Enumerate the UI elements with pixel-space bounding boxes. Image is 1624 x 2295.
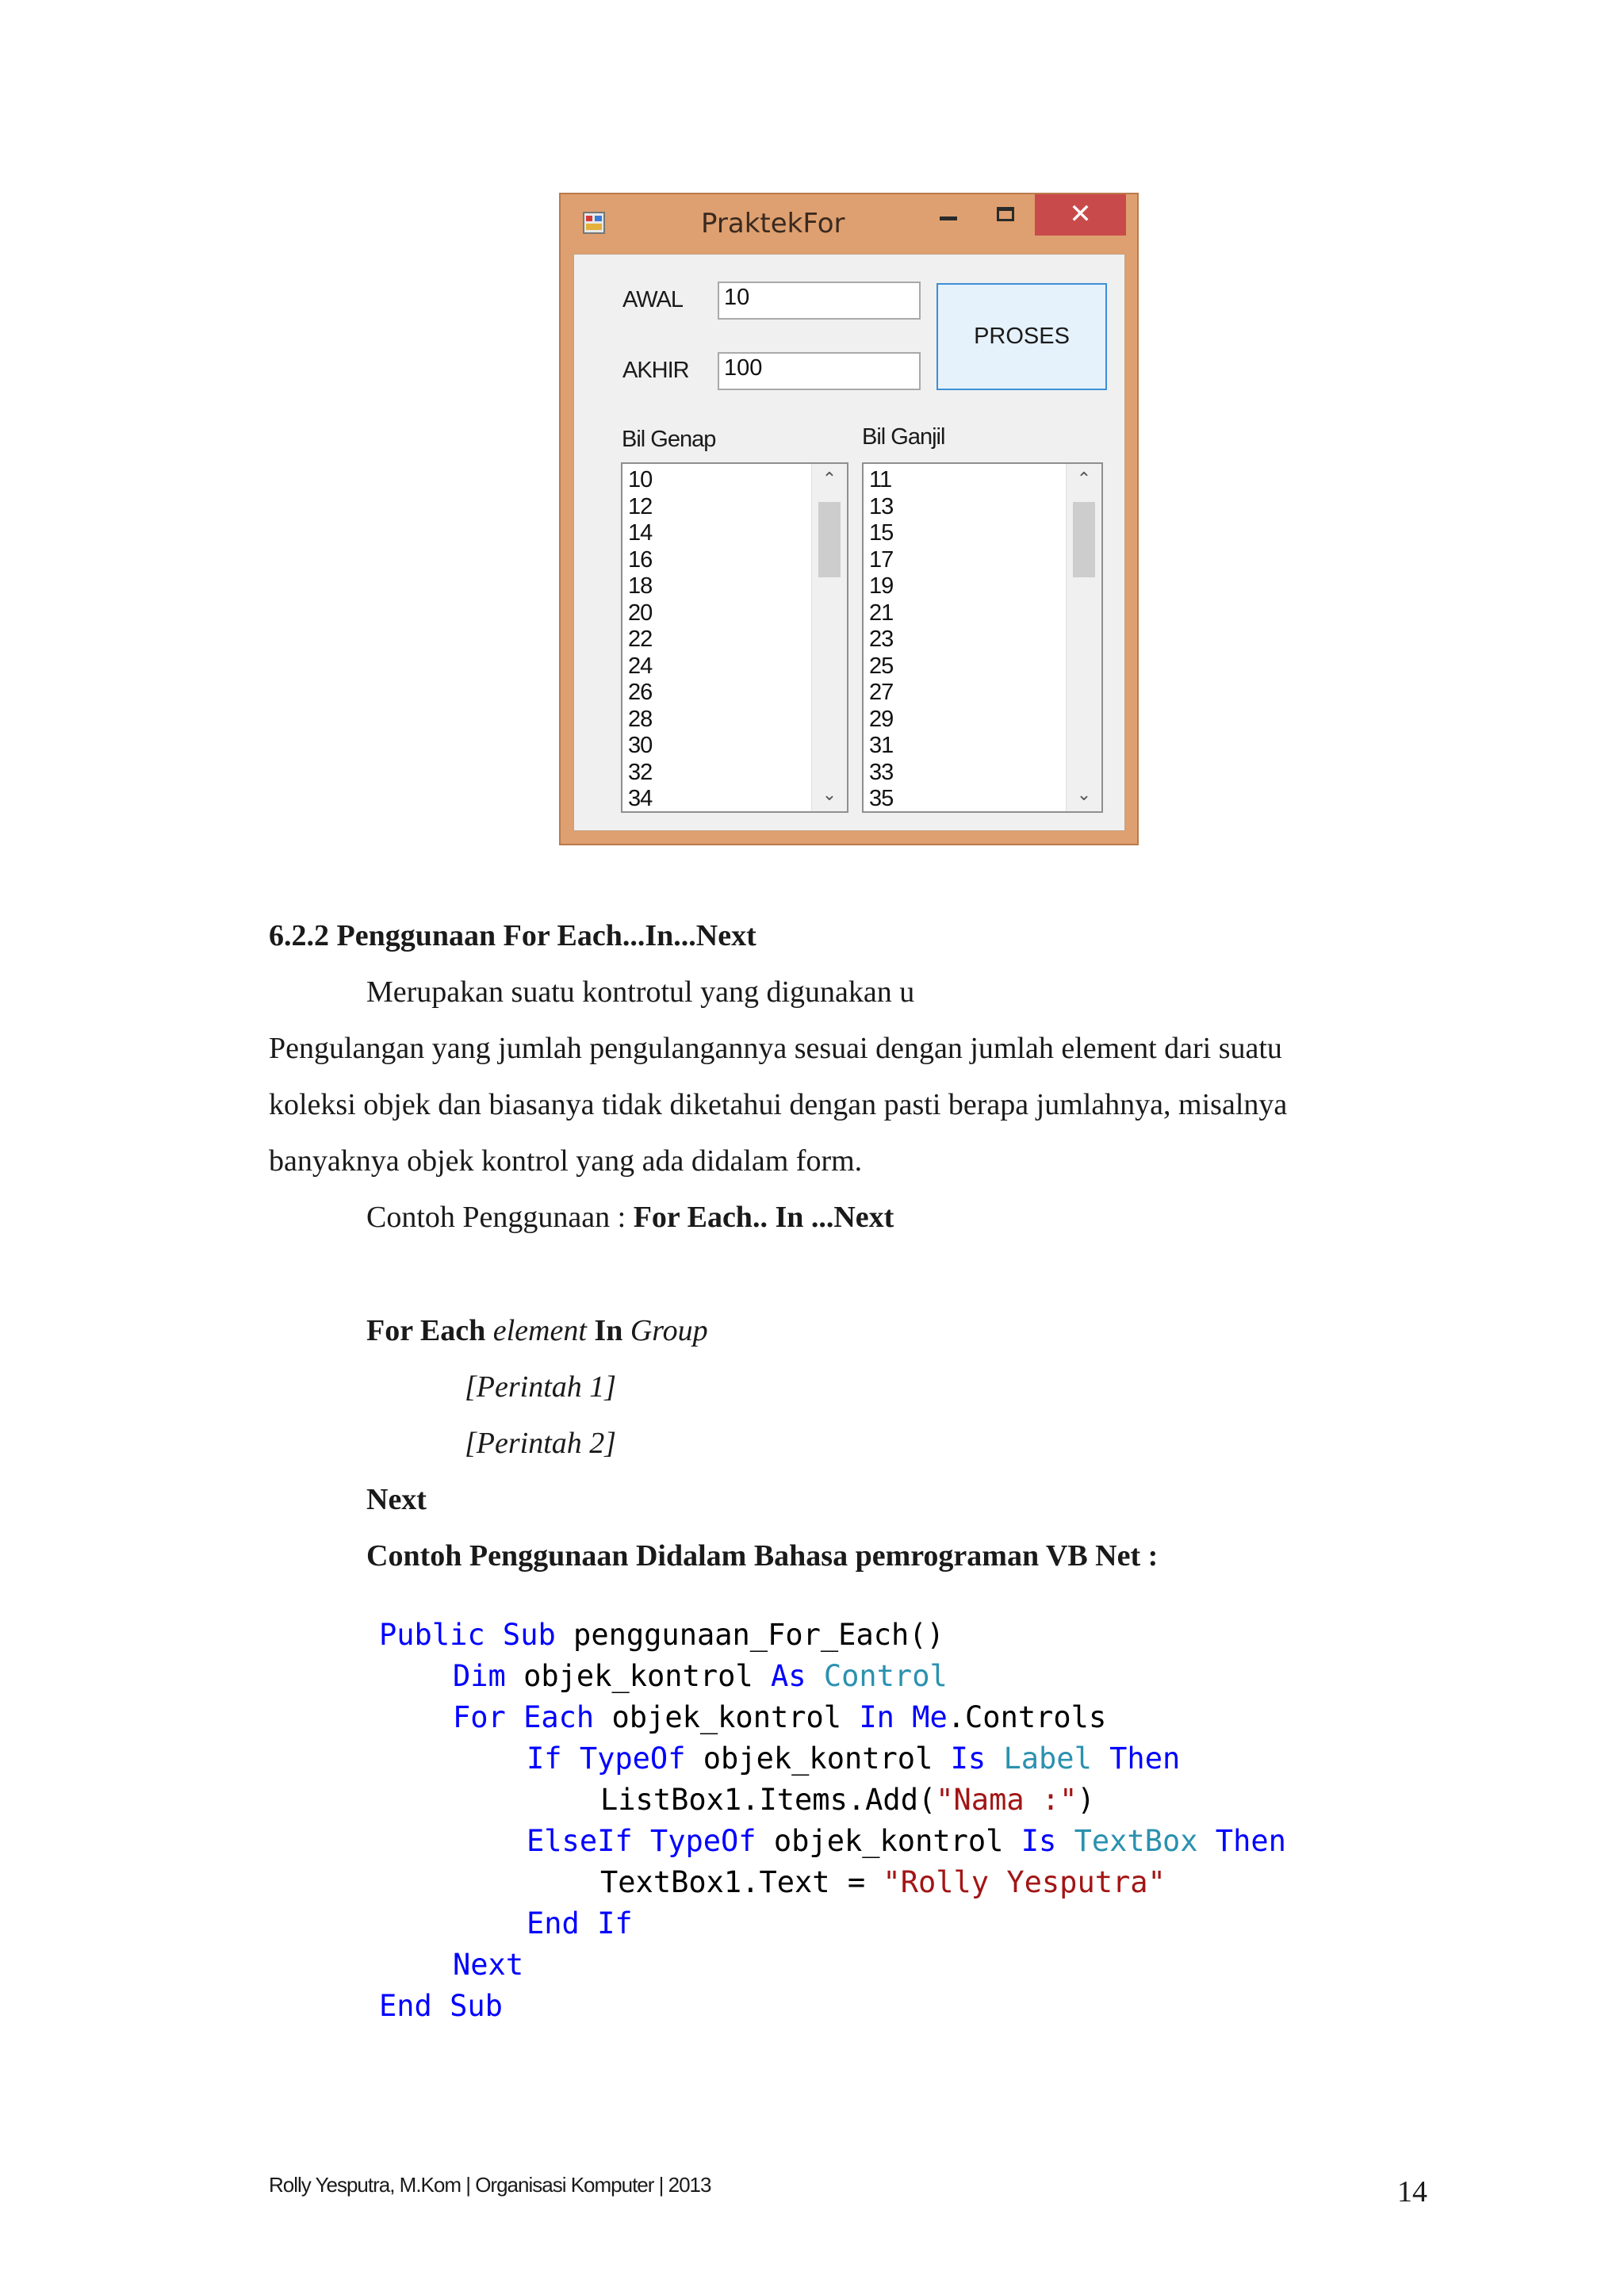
syntax-perintah-1: [Perintah 1] <box>465 1370 617 1404</box>
scrollbar-thumb[interactable] <box>818 502 841 577</box>
proses-button[interactable]: PROSES <box>936 283 1107 390</box>
list-item[interactable]: 32 <box>628 759 653 785</box>
code-line-8: End If <box>527 1906 633 1941</box>
syntax-next: Next <box>366 1483 427 1516</box>
list-item[interactable]: 13 <box>869 493 894 519</box>
section-heading: 6.2.2 Penggunaan For Each...In...Next <box>269 919 756 952</box>
akhir-input[interactable]: 100 <box>718 352 921 390</box>
list-item[interactable]: 10 <box>628 467 653 492</box>
syntax-for-each <box>366 1313 708 1348</box>
in-kw: In <box>586 1314 623 1347</box>
list-item[interactable]: 30 <box>628 733 653 758</box>
paragraph-line: banyaknya objek kontrol yang ada didalam form. <box>269 1144 863 1178</box>
minimize-icon[interactable] <box>940 216 957 220</box>
scroll-up-icon[interactable]: ⌃ <box>822 469 837 489</box>
list-item[interactable]: 15 <box>869 520 894 546</box>
list-item[interactable]: 22 <box>628 626 653 652</box>
syntax-perintah-2: [Perintah 2] <box>465 1427 617 1460</box>
paragraph-line: Pengulangan yang jumlah pengulangannya sesuai dengan jumlah element dari suatu <box>269 1032 1282 1065</box>
list-item[interactable]: 34 <box>628 786 653 811</box>
ganjil-scrollbar[interactable] <box>1066 464 1101 811</box>
list-item[interactable]: 33 <box>869 759 894 785</box>
list-item[interactable]: 29 <box>869 706 894 732</box>
window-title: PraktekFor <box>701 208 845 239</box>
code-line-10: End Sub <box>379 1989 503 2023</box>
footer-text: Rolly Yesputra, M.Kom | Organisasi Komputer | 2013 <box>269 2173 711 2197</box>
list-item[interactable]: 14 <box>628 520 653 546</box>
list-item[interactable]: 23 <box>869 626 894 652</box>
list-item[interactable]: 35 <box>869 786 894 811</box>
list-item[interactable]: 12 <box>628 493 653 519</box>
vb-example-heading: Contoh Penggunaan Didalam Bahasa pemrograman VB Net : <box>366 1539 1159 1573</box>
awal-label: AWAL <box>622 287 684 312</box>
close-button[interactable]: ✕ <box>1035 194 1126 236</box>
genap-scrollbar[interactable] <box>811 464 847 811</box>
code-line-5: ListBox1.Items.Add("Nama :") <box>600 1783 1095 1817</box>
bil-genap-items <box>628 467 652 813</box>
code-line-3: For Each objek_kontrol In Me.Controls <box>453 1700 1107 1734</box>
code-line-4: If TypeOf objek_kontrol Is Label Then <box>527 1741 1181 1776</box>
list-item[interactable]: 24 <box>628 653 653 679</box>
code-line-6: ElseIf TypeOf objek_kontrol Is TextBox Then <box>527 1824 1286 1858</box>
list-item[interactable]: 18 <box>628 573 653 599</box>
awal-input[interactable]: 10 <box>718 282 921 320</box>
scroll-up-icon[interactable]: ⌃ <box>1076 469 1092 489</box>
list-item[interactable]: 16 <box>628 546 653 573</box>
list-item[interactable]: 28 <box>628 706 653 732</box>
bil-genap-label: Bil Genap <box>622 427 716 452</box>
list-item[interactable]: 20 <box>628 600 653 626</box>
bil-ganjil-listbox[interactable] <box>862 462 1103 813</box>
contoh-keyword: For Each.. In ...Next <box>633 1201 894 1234</box>
for-each-kw: For Each <box>366 1314 486 1347</box>
scroll-down-icon[interactable]: ⌄ <box>1076 785 1092 805</box>
paragraph-line: Merupakan suatu kontrotul yang digunakan u <box>366 975 915 1009</box>
app-icon <box>583 212 605 234</box>
code-line-2: Dim objek_kontrol As Control <box>453 1659 948 1693</box>
code-line-7: TextBox1.Text = "Rolly Yesputra" <box>600 1865 1166 1899</box>
list-item[interactable]: 11 <box>869 467 892 492</box>
contoh-line <box>366 1200 894 1235</box>
list-item[interactable]: 26 <box>628 680 653 705</box>
scrollbar-thumb[interactable] <box>1073 502 1095 577</box>
bil-ganjil-items <box>869 467 893 813</box>
bil-ganjil-label: Bil Ganjil <box>862 424 945 450</box>
list-item[interactable]: 19 <box>869 573 894 599</box>
list-item[interactable]: 21 <box>869 600 894 626</box>
akhir-label: AKHIR <box>622 358 689 383</box>
list-item[interactable]: 17 <box>869 546 894 573</box>
maximize-icon[interactable] <box>997 207 1014 221</box>
group-word: Group <box>622 1314 708 1347</box>
page-number: 14 <box>1397 2175 1427 2209</box>
bil-genap-listbox[interactable] <box>621 462 848 813</box>
list-item[interactable]: 25 <box>869 653 894 679</box>
code-line-1: Public Sub penggunaan_For_Each() <box>379 1618 944 1652</box>
paragraph-line: koleksi objek dan biasanya tidak diketahui dengan pasti berapa jumlahnya, misalnya <box>269 1088 1288 1121</box>
code-line-9: Next <box>453 1948 524 1982</box>
list-item[interactable]: 27 <box>869 680 894 705</box>
element-word: element <box>485 1314 587 1347</box>
list-item[interactable]: 31 <box>869 733 894 758</box>
contoh-prefix: Contoh Penggunaan : <box>366 1201 634 1234</box>
scroll-down-icon[interactable]: ⌄ <box>822 785 837 805</box>
